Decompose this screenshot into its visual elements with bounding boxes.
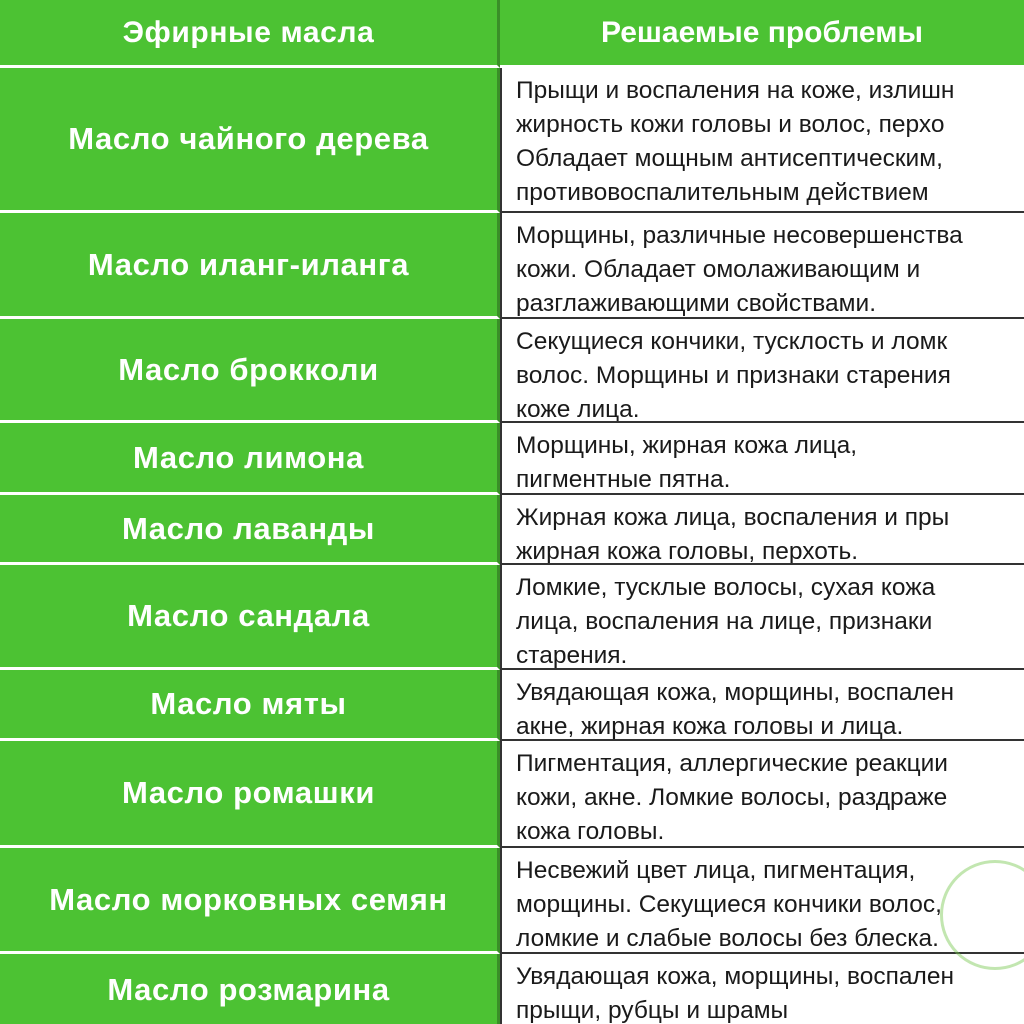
oil-problems: Морщины, жирная кожа лица, пигментные пятна. <box>500 423 1024 495</box>
table-header <box>0 0 1024 68</box>
oil-problems: Прыщи и воспаления на коже, излишн жирность кожи головы и волос, перхо Обладает мощным антисептическим, противовоспалительным действием <box>500 68 1024 213</box>
oil-problems: Пигментация, аллергические реакции кожи, акне. Ломкие волосы, раздраже кожа головы. <box>500 741 1024 848</box>
oil-problems: Секущиеся кончики, тусклость и ломк волос. Морщины и признаки старения коже лица. <box>500 319 1024 423</box>
oil-name: Масло брокколи <box>0 319 500 423</box>
oil-name: Масло ромашки <box>0 741 500 848</box>
table-row <box>0 495 1024 565</box>
oil-problems: Увядающая кожа, морщины, воспален прыщи, рубцы и шрамы <box>500 954 1024 1024</box>
table-row <box>0 848 1024 954</box>
oil-problems: Ломкие, тусклые волосы, сухая кожа лица, воспаления на лице, признаки старения. <box>500 565 1024 670</box>
column-divider <box>500 68 502 1024</box>
header-oils: Эфирные масла <box>0 0 500 68</box>
oil-problems: Увядающая кожа, морщины, воспален акне, жирная кожа головы и лица. <box>500 670 1024 741</box>
table-row <box>0 68 1024 213</box>
oil-problems: Несвежий цвет лица, пигментация, морщины. Секущиеся кончики волос, ломкие и слабые волосы без блеска. <box>500 848 1024 954</box>
oil-name: Масло розмарина <box>0 954 500 1024</box>
oil-name: Масло морковных семян <box>0 848 500 954</box>
oil-problems: Морщины, различные несовершенства кожи. Обладает омолаживающим и разглаживающими свойствами. <box>500 213 1024 319</box>
table-row <box>0 565 1024 670</box>
table-row <box>0 423 1024 495</box>
table-row <box>0 954 1024 1024</box>
table-row <box>0 670 1024 741</box>
table-row <box>0 319 1024 423</box>
table-row <box>0 213 1024 319</box>
oil-name: Масло мяты <box>0 670 500 741</box>
header-problems: Решаемые проблемы <box>500 0 1024 68</box>
oil-problems: Жирная кожа лица, воспаления и пры жирная кожа головы, перхоть. <box>500 495 1024 565</box>
oil-name: Масло лимона <box>0 423 500 495</box>
oil-name: Масло чайного дерева <box>0 68 500 213</box>
oil-name: Масло иланг-иланга <box>0 213 500 319</box>
oil-name: Масло сандала <box>0 565 500 670</box>
table-row <box>0 741 1024 848</box>
oil-name: Масло лаванды <box>0 495 500 565</box>
